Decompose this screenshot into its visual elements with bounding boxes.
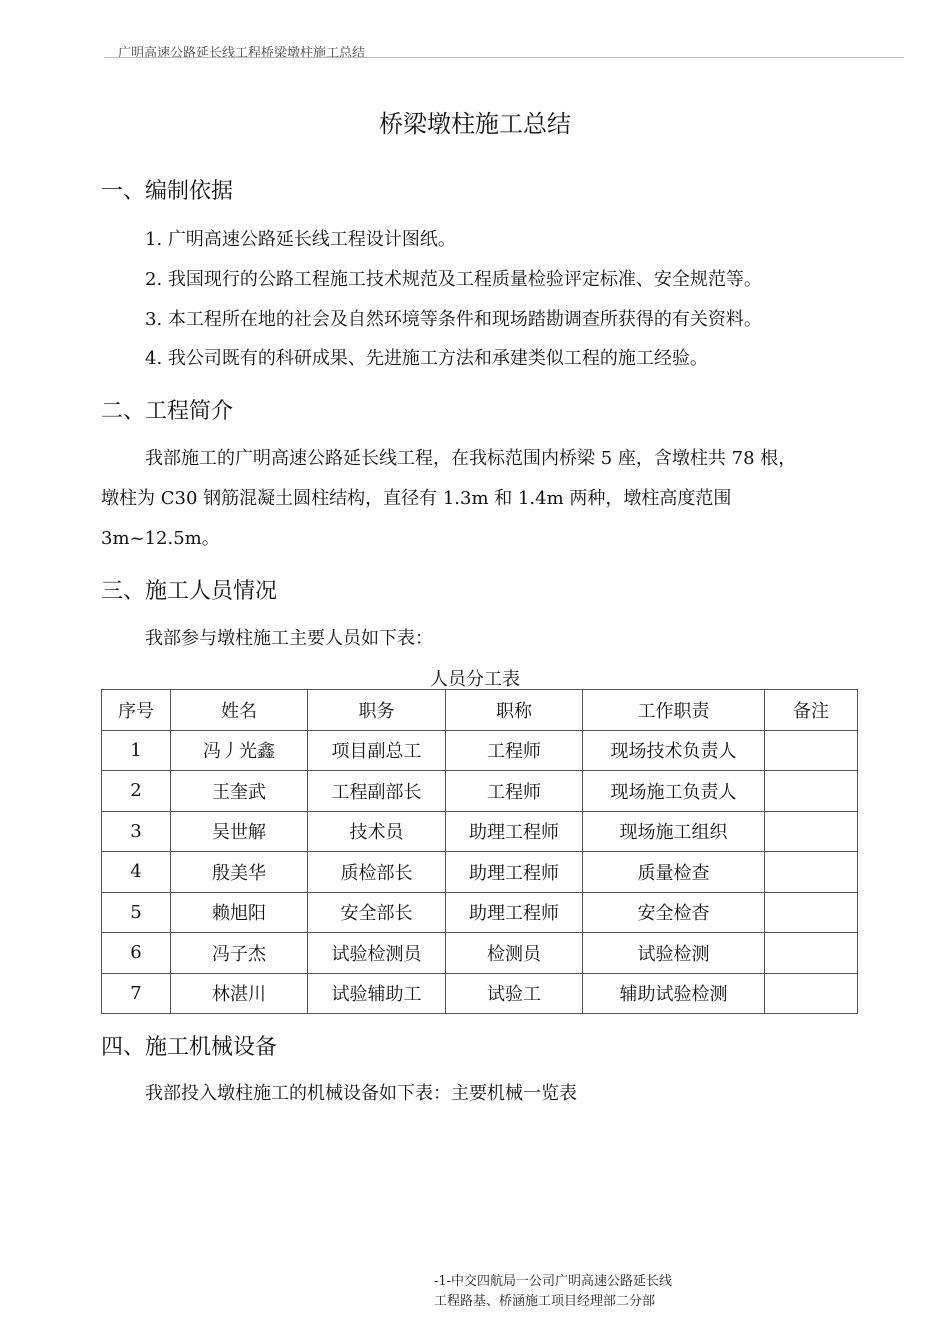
table-row (102, 892, 858, 933)
col-header-remark: 备注 (765, 690, 858, 731)
cell-duty: 安全检杳 (583, 892, 765, 933)
cell-remark (765, 811, 858, 852)
col-header-index: 序号 (102, 690, 171, 731)
cell-index: 6 (102, 933, 171, 974)
cell-position: 试验辅助工 (308, 973, 446, 1014)
header-divider (104, 57, 904, 58)
cell-index: 1 (102, 730, 171, 771)
personnel-table (101, 689, 858, 1014)
section-heading-equipment: 四、施工机械设备 (101, 1035, 278, 1060)
cell-remark (765, 892, 858, 933)
basis-item-4: 4. 我公司既有的科研成果、先进施工方法和承建类似工程的施工经验。 (145, 348, 708, 369)
footer-line-1: -1-中交四航局一公司广明高速公路延长线 (434, 1274, 673, 1289)
cell-index: 5 (102, 892, 171, 933)
table-row (102, 973, 858, 1014)
footer-line-2: 工程路基、桥涵施工项目经理部二分部 (434, 1294, 656, 1309)
cell-title: 助理工程师 (446, 811, 583, 852)
cell-remark (765, 730, 858, 771)
table-row (102, 933, 858, 974)
cell-name: 殷美华 (171, 852, 308, 893)
cell-title: 检测员 (446, 933, 583, 974)
cell-name: 赖旭阳 (171, 892, 308, 933)
cell-title: 工程师 (446, 730, 583, 771)
cell-position: 安全部长 (308, 892, 446, 933)
table-row (102, 852, 858, 893)
cell-name: 冯丿光鑫 (171, 730, 308, 771)
cell-position: 质检部长 (308, 852, 446, 893)
section-heading-personnel: 三、施工人员情况 (101, 579, 278, 604)
cell-position: 技术员 (308, 811, 446, 852)
cell-remark (765, 933, 858, 974)
cell-duty: 辅助试验检测 (583, 973, 765, 1014)
cell-title: 助理工程师 (446, 852, 583, 893)
basis-item-1: 1. 广明高速公路延长线工程设计图纸。 (145, 229, 456, 250)
cell-index: 7 (102, 973, 171, 1014)
cell-remark (765, 973, 858, 1014)
col-header-title: 职称 (446, 690, 583, 731)
running-header: 广明高速公路延长线工程桥梁墩柱施工总结 (118, 46, 366, 61)
table-row (102, 811, 858, 852)
table-caption: 人员分工表 (430, 669, 520, 690)
overview-line-3: 3m~12.5m。 (101, 528, 220, 549)
col-header-name: 姓名 (171, 690, 308, 731)
page-footer (434, 1272, 672, 1312)
cell-name: 王奎武 (171, 771, 308, 812)
cell-index: 2 (102, 771, 171, 812)
table-header-row (102, 690, 858, 731)
equipment-intro: 我部投入墩柱施工的机械设备如下表：主要机械一览表 (145, 1083, 577, 1104)
cell-name: 林湛川 (171, 973, 308, 1014)
table-row (102, 771, 858, 812)
cell-title: 助理工程师 (446, 892, 583, 933)
cell-index: 3 (102, 811, 171, 852)
section-heading-overview: 二、工程简介 (101, 399, 234, 424)
cell-position: 工程副部长 (308, 771, 446, 812)
cell-duty: 试验检测 (583, 933, 765, 974)
overview-line-1: 我部施工的广明高速公路延长线工程，在我标范围内桥梁 5 座，含墩柱共 78 根， (145, 448, 797, 469)
overview-line-2: 墩柱为 C30 钢筋混凝土圆柱结构，直径有 1.3m 和 1.4m 两种，墩柱高度范围 (101, 488, 732, 509)
cell-position: 项目副总工 (308, 730, 446, 771)
col-header-duty: 工作职责 (583, 690, 765, 731)
col-header-position: 职务 (308, 690, 446, 731)
cell-name: 吴世解 (171, 811, 308, 852)
basis-item-2: 2. 我国现行的公路工程施工技术规范及工程质量检验评定标准、安全规范等。 (145, 269, 762, 290)
cell-duty: 质量检查 (583, 852, 765, 893)
cell-title: 试验工 (446, 973, 583, 1014)
cell-duty: 现场施工负责人 (583, 771, 765, 812)
basis-item-3: 3. 本工程所在地的社会及自然环境等条件和现场踏勘调查所获得的有关资料。 (145, 309, 762, 330)
cell-title: 工程师 (446, 771, 583, 812)
cell-duty: 现场施工组织 (583, 811, 765, 852)
document-title: 桥梁墩柱施工总结 (379, 110, 571, 138)
cell-name: 冯子杰 (171, 933, 308, 974)
cell-index: 4 (102, 852, 171, 893)
personnel-intro: 我部参与墩柱施工主要人员如下表： (145, 628, 433, 649)
cell-duty: 现场技术负责人 (583, 730, 765, 771)
cell-position: 试验检测员 (308, 933, 446, 974)
table-row (102, 730, 858, 771)
section-heading-basis: 一、编制依据 (101, 179, 234, 204)
cell-remark (765, 771, 858, 812)
cell-remark (765, 852, 858, 893)
